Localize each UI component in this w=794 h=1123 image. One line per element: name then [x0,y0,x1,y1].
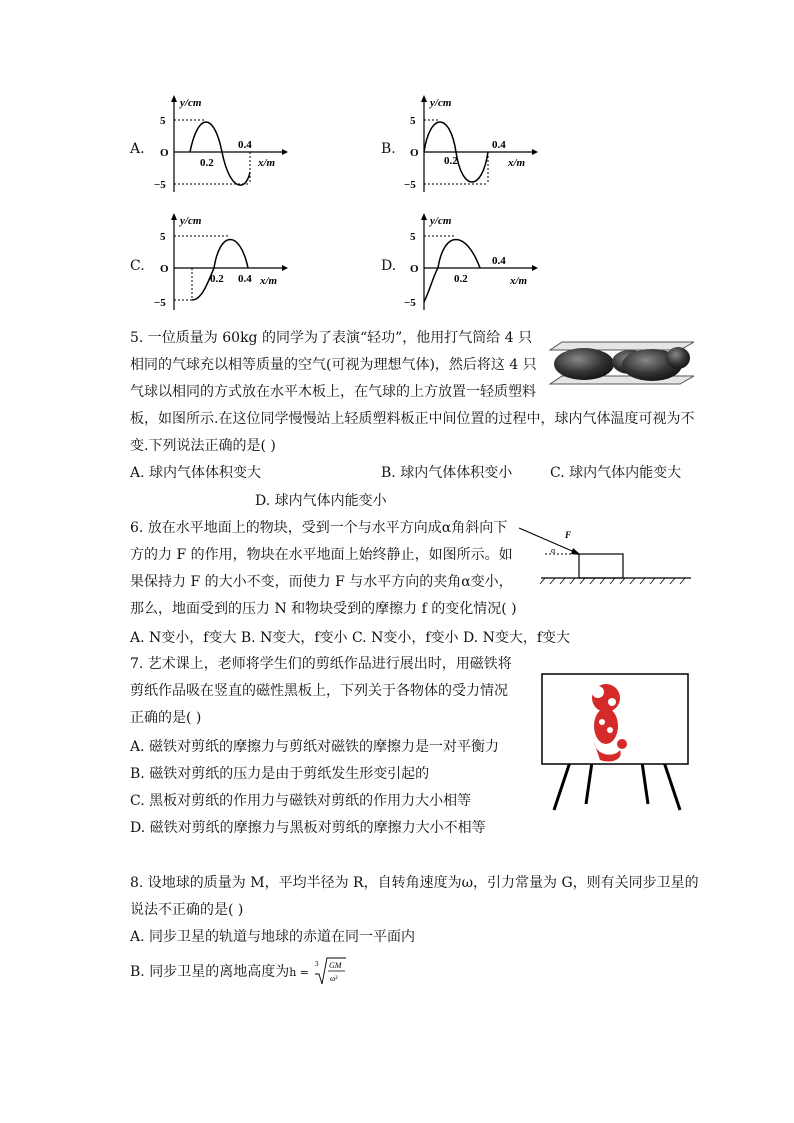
option-letter-d: D. [381,258,397,274]
q7-option-b[interactable]: B. 磁铁对剪纸的压力是由于剪纸发生形变引起的 [130,766,430,782]
q6-options[interactable]: A. N变小，f变大 B. N变大，f变小 C. N变小，f变小 D. N变大，f变大 [130,630,571,646]
wave-graph-b [400,92,540,197]
svg-text:0.2: 0.2 [444,155,458,167]
svg-text:5: 5 [160,231,166,243]
svg-text:O: O [410,147,419,159]
option-letter-a: A. [130,141,145,157]
q5-option-d[interactable]: D. 球内气体内能变小 [255,493,387,509]
q7-option-a[interactable]: A. 磁铁对剪纸的摩擦力与剪纸对磁铁的摩擦力是一对平衡力 [130,739,500,755]
q7-option-d[interactable]: D. 磁铁对剪纸的摩擦力与黑板对剪纸的摩擦力大小不相等 [130,820,486,836]
wave-graph-d [400,210,540,315]
svg-text:−5: −5 [404,179,416,191]
svg-text:x/m: x/m [260,275,278,287]
svg-text:0.4: 0.4 [238,139,252,151]
svg-text:−5: −5 [154,179,166,191]
formula-h: h = [289,966,310,979]
block-force-figure [515,520,693,586]
svg-text:0.4: 0.4 [492,139,506,151]
svg-text:O: O [410,263,419,275]
svg-text:GM: GM [329,961,342,970]
svg-text:−5: −5 [404,297,416,309]
y-axis-label: y/cm [180,97,202,109]
q8-option-b[interactable]: B. 同步卫星的离地高度为h = 3 GM ω² [130,956,347,988]
question-8: 8. 设地球的质量为 M，平均半径为 R，自转角速度为ω，引力常量为 G，则有关同步卫星的 说法不正确的是( ) [130,875,699,918]
q5-option-a[interactable]: A. 球内气体体积变大 [130,465,262,481]
balloons-figure [548,330,694,388]
question-6: 6. 放在水平地面上的物块，受到一个与水平方向成α角斜向下 方的力 F 的作用，物块在水平地面上始终静止，如图所示。如 果保持力 F 的大小不变，而使力 F 与水平方向的夹角α变小， 那么，地面受到的压力 N 和物块受到的摩擦力 f 的变化情况( ) [130,520,517,617]
option-letter-c: C. [130,258,145,274]
svg-text:−5: −5 [154,297,166,309]
angle-label: α [551,546,556,555]
wave-graph-a [150,92,290,197]
wave-graph-c [150,210,290,315]
svg-text:5: 5 [410,115,416,127]
q5-option-c[interactable]: C. 球内气体内能变大 [550,465,682,481]
svg-text:5: 5 [410,231,416,243]
svg-text:0.4: 0.4 [238,273,252,285]
cube-root-formula [313,956,347,988]
q7-option-c[interactable]: C. 黑板对剪纸的作用力与磁铁对剪纸的作用力大小相等 [130,793,472,809]
question-5: 5. 一位质量为 60kg 的同学为了表演“轻功”，他用打气筒给 4 只 相同的气球充以相等质量的空气(可视为理想气体)，然后将这 4 只 气球以相同的方式放在水平木板上，在气球的上方放置一轻质塑料 板，如图所示.在这位同学慢慢站上轻质塑料板正中间位置的过程中，球内气体温度可视为不 变.下列说法正确的是( ) [130,330,695,454]
svg-text:y/cm: y/cm [180,215,202,227]
svg-text:0.2: 0.2 [200,157,214,169]
svg-text:ω²: ω² [330,974,339,983]
svg-text:y/cm: y/cm [430,215,452,227]
svg-text:5: 5 [160,115,166,127]
svg-text:O: O [160,263,169,275]
svg-text:0.2: 0.2 [210,273,224,285]
svg-text:0.4: 0.4 [492,255,506,267]
x-axis-label: x/m [258,157,276,169]
option-letter-b: B. [381,141,396,157]
paper-cut-board-figure [540,672,690,812]
svg-text:0.2: 0.2 [454,273,468,285]
svg-text:3: 3 [315,960,319,968]
svg-text:y/cm: y/cm [430,97,452,109]
svg-text:x/m: x/m [508,157,526,169]
question-7: 7. 艺术课上，老师将学生们的剪纸作品进行展出时，用磁铁将 剪纸作品吸在竖直的磁性黑板上，下列关于各物体的受力情况 正确的是( ) [130,656,512,726]
svg-text:x/m: x/m [510,275,528,287]
force-label: F [565,530,572,540]
svg-text:O: O [160,147,169,159]
q8-option-a[interactable]: A. 同步卫星的轨道与地球的赤道在同一平面内 [130,929,416,945]
q5-option-b[interactable]: B. 球内气体体积变小 [381,465,513,481]
